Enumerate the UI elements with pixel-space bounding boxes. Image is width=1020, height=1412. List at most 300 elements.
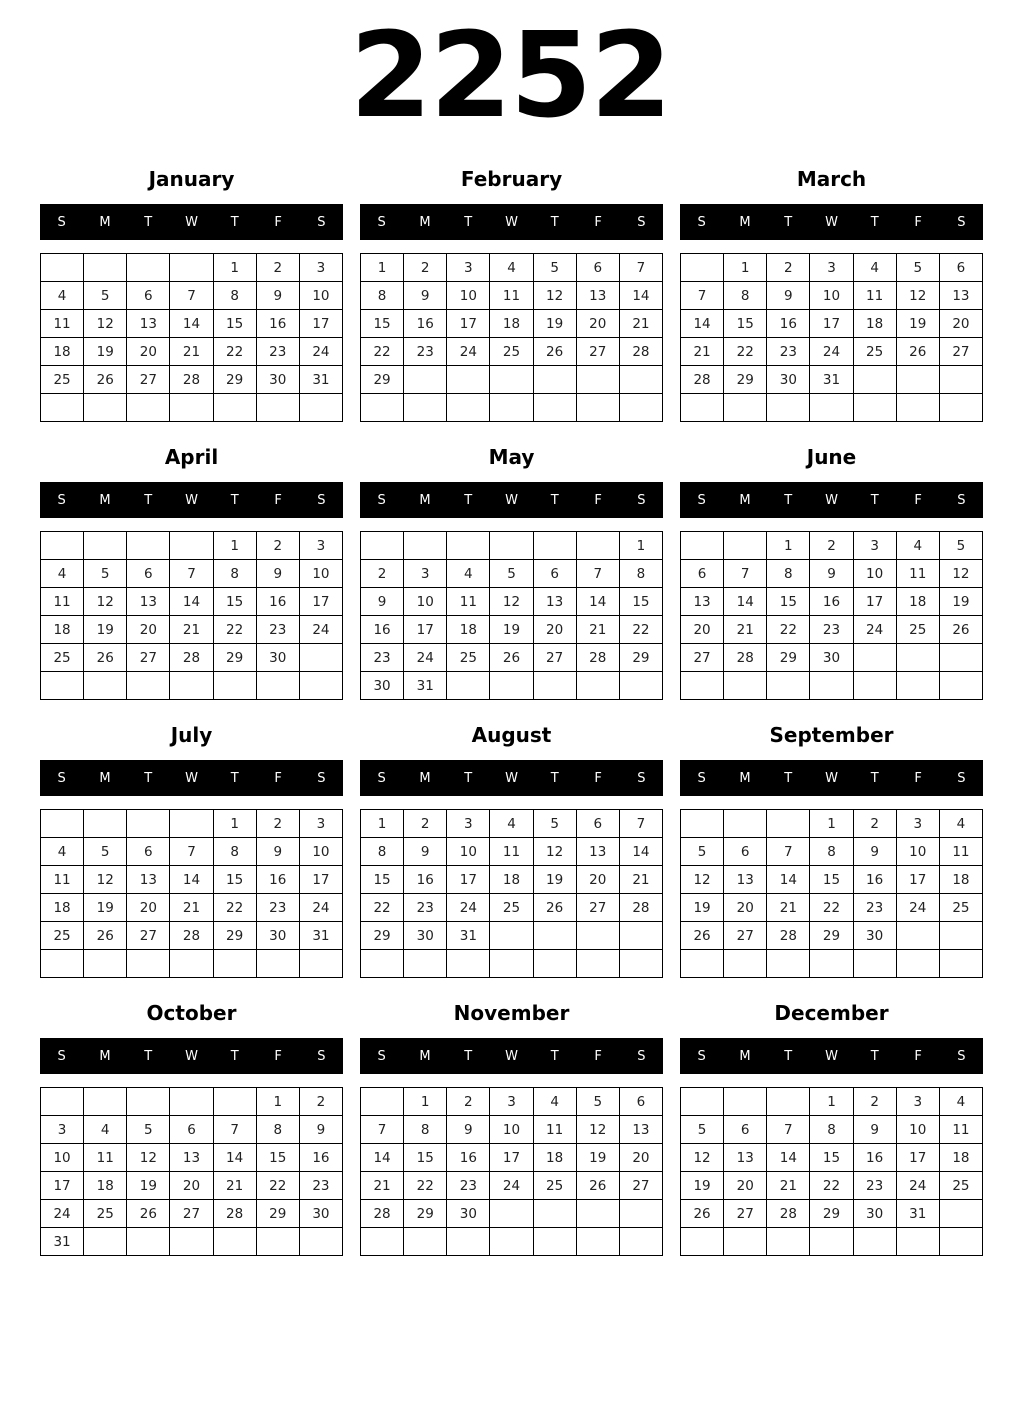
day-cell: 1 bbox=[213, 254, 256, 282]
week-row bbox=[41, 644, 343, 672]
weekday-label: M bbox=[99, 214, 111, 230]
day-cell: 12 bbox=[84, 310, 127, 338]
empty-day-cell bbox=[767, 672, 810, 700]
week-row bbox=[681, 922, 983, 950]
day-cell: 7 bbox=[767, 1116, 810, 1144]
empty-day-cell bbox=[213, 672, 256, 700]
week-row bbox=[361, 894, 663, 922]
day-cell: 10 bbox=[299, 838, 342, 866]
weekday-label: S bbox=[957, 214, 966, 230]
day-cell: 12 bbox=[127, 1144, 170, 1172]
day-cell: 31 bbox=[299, 922, 342, 950]
empty-day-cell bbox=[896, 922, 939, 950]
day-cell: 7 bbox=[170, 560, 213, 588]
empty-day-cell bbox=[576, 1228, 619, 1256]
day-cell: 1 bbox=[361, 254, 404, 282]
day-cell: 16 bbox=[256, 866, 299, 894]
day-cell: 17 bbox=[810, 310, 853, 338]
weekday-label: W bbox=[825, 214, 838, 230]
empty-day-cell bbox=[681, 532, 724, 560]
day-cell: 28 bbox=[619, 894, 662, 922]
weekday-label: T bbox=[870, 214, 879, 230]
empty-day-cell bbox=[361, 394, 404, 422]
day-cell: 26 bbox=[681, 1200, 724, 1228]
empty-day-cell bbox=[939, 950, 982, 978]
week-row bbox=[41, 1228, 343, 1256]
weekday-label: S bbox=[57, 492, 66, 508]
day-cell: 30 bbox=[404, 922, 447, 950]
day-cell: 24 bbox=[810, 338, 853, 366]
empty-day-cell bbox=[810, 394, 853, 422]
empty-day-cell bbox=[404, 366, 447, 394]
weekday-label: S bbox=[57, 1048, 66, 1064]
empty-day-cell bbox=[41, 810, 84, 838]
week-row bbox=[41, 1088, 343, 1116]
weekday-header-row bbox=[360, 1038, 663, 1074]
empty-day-cell bbox=[767, 394, 810, 422]
day-cell: 17 bbox=[896, 1144, 939, 1172]
day-cell: 29 bbox=[361, 366, 404, 394]
month-january bbox=[40, 168, 343, 446]
day-cell: 3 bbox=[896, 1088, 939, 1116]
empty-day-cell bbox=[896, 644, 939, 672]
day-cell: 9 bbox=[256, 838, 299, 866]
day-cell: 18 bbox=[896, 588, 939, 616]
day-cell: 20 bbox=[127, 894, 170, 922]
weekday-label: F bbox=[274, 1048, 282, 1064]
weekday-label: T bbox=[230, 770, 239, 786]
week-row bbox=[41, 338, 343, 366]
day-cell: 29 bbox=[361, 922, 404, 950]
weekday-label: M bbox=[739, 214, 751, 230]
day-cell: 7 bbox=[724, 560, 767, 588]
day-cell: 16 bbox=[767, 310, 810, 338]
day-cell: 18 bbox=[41, 616, 84, 644]
empty-day-cell bbox=[490, 672, 533, 700]
weekday-label: T bbox=[550, 1048, 559, 1064]
week-row bbox=[681, 644, 983, 672]
day-cell: 20 bbox=[170, 1172, 213, 1200]
day-cell: 14 bbox=[724, 588, 767, 616]
day-cell: 27 bbox=[533, 644, 576, 672]
day-cell: 4 bbox=[853, 254, 896, 282]
day-cell: 24 bbox=[896, 894, 939, 922]
day-cell: 13 bbox=[170, 1144, 213, 1172]
empty-day-cell bbox=[896, 366, 939, 394]
empty-day-cell bbox=[361, 1088, 404, 1116]
day-cell: 9 bbox=[447, 1116, 490, 1144]
weekday-label: F bbox=[274, 214, 282, 230]
week-row bbox=[41, 866, 343, 894]
empty-day-cell bbox=[681, 1088, 724, 1116]
month-title: May bbox=[488, 445, 535, 469]
week-row bbox=[681, 1228, 983, 1256]
day-cell: 20 bbox=[619, 1144, 662, 1172]
empty-day-cell bbox=[404, 532, 447, 560]
empty-day-cell bbox=[619, 1200, 662, 1228]
empty-day-cell bbox=[724, 532, 767, 560]
day-cell: 10 bbox=[447, 838, 490, 866]
day-cell: 1 bbox=[810, 1088, 853, 1116]
day-cell: 19 bbox=[84, 616, 127, 644]
day-cell: 25 bbox=[84, 1200, 127, 1228]
day-cell: 17 bbox=[41, 1172, 84, 1200]
empty-day-cell bbox=[681, 254, 724, 282]
empty-day-cell bbox=[213, 394, 256, 422]
week-row bbox=[361, 644, 663, 672]
day-cell: 13 bbox=[576, 282, 619, 310]
weekday-label: T bbox=[784, 770, 793, 786]
week-row bbox=[41, 810, 343, 838]
day-cell: 8 bbox=[767, 560, 810, 588]
empty-day-cell bbox=[576, 532, 619, 560]
day-cell: 29 bbox=[767, 644, 810, 672]
week-row bbox=[41, 950, 343, 978]
day-cell: 15 bbox=[810, 866, 853, 894]
day-cell: 2 bbox=[853, 810, 896, 838]
day-cell: 18 bbox=[533, 1144, 576, 1172]
empty-day-cell bbox=[576, 950, 619, 978]
day-cell: 7 bbox=[361, 1116, 404, 1144]
week-row bbox=[681, 560, 983, 588]
day-cell: 12 bbox=[84, 866, 127, 894]
weekday-label: M bbox=[99, 492, 111, 508]
day-cell: 29 bbox=[724, 366, 767, 394]
empty-day-cell bbox=[127, 532, 170, 560]
day-cell: 9 bbox=[853, 1116, 896, 1144]
empty-day-cell bbox=[724, 1228, 767, 1256]
week-row bbox=[361, 588, 663, 616]
day-cell: 19 bbox=[939, 588, 982, 616]
day-cell: 19 bbox=[681, 1172, 724, 1200]
day-cell: 26 bbox=[939, 616, 982, 644]
day-cell: 21 bbox=[619, 310, 662, 338]
empty-day-cell bbox=[299, 644, 342, 672]
week-row bbox=[361, 282, 663, 310]
weekday-label: M bbox=[99, 770, 111, 786]
empty-day-cell bbox=[576, 394, 619, 422]
day-cell: 3 bbox=[447, 254, 490, 282]
day-cell: 27 bbox=[681, 644, 724, 672]
empty-day-cell bbox=[490, 1200, 533, 1228]
day-cell: 31 bbox=[896, 1200, 939, 1228]
day-cell: 5 bbox=[533, 810, 576, 838]
day-cell: 2 bbox=[810, 532, 853, 560]
month-july bbox=[40, 724, 343, 1002]
day-cell: 13 bbox=[127, 310, 170, 338]
day-cell: 30 bbox=[361, 672, 404, 700]
week-row bbox=[681, 1172, 983, 1200]
weekday-label: W bbox=[185, 492, 198, 508]
empty-day-cell bbox=[170, 394, 213, 422]
day-cell: 18 bbox=[41, 338, 84, 366]
day-cell: 24 bbox=[896, 1172, 939, 1200]
day-cell: 27 bbox=[724, 1200, 767, 1228]
days-grid bbox=[680, 253, 983, 422]
day-cell: 16 bbox=[810, 588, 853, 616]
empty-day-cell bbox=[256, 394, 299, 422]
week-row bbox=[41, 254, 343, 282]
day-cell: 22 bbox=[213, 894, 256, 922]
empty-day-cell bbox=[256, 950, 299, 978]
weekday-label: W bbox=[505, 1048, 518, 1064]
weekday-label: S bbox=[317, 1048, 326, 1064]
weekday-header-row bbox=[40, 204, 343, 240]
day-cell: 26 bbox=[896, 338, 939, 366]
month-title: January bbox=[148, 167, 235, 191]
weekday-label: T bbox=[870, 770, 879, 786]
empty-day-cell bbox=[533, 1200, 576, 1228]
day-cell: 5 bbox=[576, 1088, 619, 1116]
week-row bbox=[41, 588, 343, 616]
day-cell: 10 bbox=[896, 838, 939, 866]
day-cell: 7 bbox=[170, 838, 213, 866]
week-row bbox=[361, 950, 663, 978]
empty-day-cell bbox=[853, 672, 896, 700]
day-cell: 28 bbox=[361, 1200, 404, 1228]
empty-day-cell bbox=[853, 950, 896, 978]
day-cell: 12 bbox=[939, 560, 982, 588]
month-title: July bbox=[170, 723, 213, 747]
empty-day-cell bbox=[939, 1200, 982, 1228]
day-cell: 19 bbox=[533, 310, 576, 338]
empty-day-cell bbox=[84, 254, 127, 282]
day-cell: 5 bbox=[84, 560, 127, 588]
week-row bbox=[41, 838, 343, 866]
day-cell: 20 bbox=[533, 616, 576, 644]
weekday-label: T bbox=[144, 1048, 153, 1064]
day-cell: 10 bbox=[299, 282, 342, 310]
day-cell: 29 bbox=[213, 366, 256, 394]
day-cell: 9 bbox=[404, 282, 447, 310]
day-cell: 17 bbox=[896, 866, 939, 894]
day-cell: 9 bbox=[810, 560, 853, 588]
weekday-label: S bbox=[697, 1048, 706, 1064]
day-cell: 28 bbox=[767, 1200, 810, 1228]
weekday-label: S bbox=[377, 1048, 386, 1064]
empty-day-cell bbox=[853, 366, 896, 394]
weekday-label: W bbox=[505, 492, 518, 508]
weekday-label: S bbox=[377, 770, 386, 786]
empty-day-cell bbox=[490, 922, 533, 950]
empty-day-cell bbox=[170, 532, 213, 560]
empty-day-cell bbox=[490, 394, 533, 422]
month-august bbox=[360, 724, 663, 1002]
month-october bbox=[40, 1002, 343, 1280]
empty-day-cell bbox=[939, 672, 982, 700]
day-cell: 14 bbox=[619, 838, 662, 866]
week-row bbox=[681, 282, 983, 310]
day-cell: 4 bbox=[41, 560, 84, 588]
day-cell: 31 bbox=[299, 366, 342, 394]
empty-day-cell bbox=[84, 1088, 127, 1116]
day-cell: 18 bbox=[84, 1172, 127, 1200]
day-cell: 13 bbox=[127, 588, 170, 616]
day-cell: 6 bbox=[127, 560, 170, 588]
day-cell: 22 bbox=[361, 338, 404, 366]
days-grid bbox=[360, 253, 663, 422]
weekday-label: T bbox=[464, 492, 473, 508]
empty-day-cell bbox=[853, 394, 896, 422]
day-cell: 16 bbox=[361, 616, 404, 644]
day-cell: 25 bbox=[853, 338, 896, 366]
week-row bbox=[361, 1144, 663, 1172]
day-cell: 11 bbox=[533, 1116, 576, 1144]
empty-day-cell bbox=[939, 922, 982, 950]
day-cell: 13 bbox=[939, 282, 982, 310]
week-row bbox=[361, 366, 663, 394]
weekday-label: S bbox=[317, 214, 326, 230]
day-cell: 7 bbox=[576, 560, 619, 588]
day-cell: 7 bbox=[619, 810, 662, 838]
day-cell: 8 bbox=[256, 1116, 299, 1144]
weekday-label: W bbox=[185, 1048, 198, 1064]
day-cell: 28 bbox=[576, 644, 619, 672]
day-cell: 28 bbox=[681, 366, 724, 394]
empty-day-cell bbox=[84, 394, 127, 422]
day-cell: 13 bbox=[681, 588, 724, 616]
empty-day-cell bbox=[767, 950, 810, 978]
day-cell: 3 bbox=[447, 810, 490, 838]
week-row bbox=[41, 366, 343, 394]
day-cell: 19 bbox=[896, 310, 939, 338]
day-cell: 23 bbox=[299, 1172, 342, 1200]
day-cell: 24 bbox=[41, 1200, 84, 1228]
weekday-label: S bbox=[637, 492, 646, 508]
day-cell: 30 bbox=[256, 922, 299, 950]
empty-day-cell bbox=[939, 394, 982, 422]
day-cell: 26 bbox=[84, 644, 127, 672]
week-row bbox=[361, 810, 663, 838]
day-cell: 15 bbox=[213, 310, 256, 338]
day-cell: 27 bbox=[576, 894, 619, 922]
weekday-label: F bbox=[914, 1048, 922, 1064]
empty-day-cell bbox=[447, 366, 490, 394]
day-cell: 16 bbox=[256, 588, 299, 616]
empty-day-cell bbox=[490, 366, 533, 394]
empty-day-cell bbox=[619, 394, 662, 422]
weekday-label: W bbox=[185, 214, 198, 230]
day-cell: 25 bbox=[490, 894, 533, 922]
day-cell: 11 bbox=[41, 588, 84, 616]
day-cell: 5 bbox=[84, 282, 127, 310]
day-cell: 13 bbox=[576, 838, 619, 866]
day-cell: 16 bbox=[447, 1144, 490, 1172]
day-cell: 25 bbox=[41, 922, 84, 950]
day-cell: 7 bbox=[681, 282, 724, 310]
day-cell: 11 bbox=[939, 1116, 982, 1144]
day-cell: 9 bbox=[299, 1116, 342, 1144]
day-cell: 4 bbox=[896, 532, 939, 560]
day-cell: 2 bbox=[256, 254, 299, 282]
weekday-label: S bbox=[957, 1048, 966, 1064]
week-row bbox=[681, 950, 983, 978]
day-cell: 4 bbox=[41, 838, 84, 866]
days-grid bbox=[680, 531, 983, 700]
empty-day-cell bbox=[299, 1228, 342, 1256]
day-cell: 4 bbox=[939, 810, 982, 838]
empty-day-cell bbox=[170, 1088, 213, 1116]
day-cell: 29 bbox=[213, 644, 256, 672]
day-cell: 25 bbox=[939, 1172, 982, 1200]
day-cell: 15 bbox=[256, 1144, 299, 1172]
month-may bbox=[360, 446, 663, 724]
day-cell: 21 bbox=[619, 866, 662, 894]
day-cell: 21 bbox=[576, 616, 619, 644]
empty-day-cell bbox=[170, 672, 213, 700]
empty-day-cell bbox=[41, 672, 84, 700]
weekday-label: T bbox=[784, 1048, 793, 1064]
empty-day-cell bbox=[533, 950, 576, 978]
empty-day-cell bbox=[299, 394, 342, 422]
day-cell: 23 bbox=[256, 894, 299, 922]
day-cell: 28 bbox=[213, 1200, 256, 1228]
day-cell: 11 bbox=[896, 560, 939, 588]
day-cell: 21 bbox=[767, 1172, 810, 1200]
week-row bbox=[41, 1200, 343, 1228]
day-cell: 5 bbox=[681, 1116, 724, 1144]
day-cell: 26 bbox=[84, 922, 127, 950]
day-cell: 2 bbox=[299, 1088, 342, 1116]
weekday-label: S bbox=[637, 1048, 646, 1064]
day-cell: 5 bbox=[84, 838, 127, 866]
day-cell: 2 bbox=[404, 810, 447, 838]
day-cell: 13 bbox=[533, 588, 576, 616]
weekday-label: F bbox=[914, 492, 922, 508]
day-cell: 5 bbox=[127, 1116, 170, 1144]
weekday-header-row bbox=[680, 204, 983, 240]
day-cell: 1 bbox=[361, 810, 404, 838]
empty-day-cell bbox=[533, 366, 576, 394]
empty-day-cell bbox=[447, 672, 490, 700]
day-cell: 23 bbox=[361, 644, 404, 672]
day-cell: 22 bbox=[404, 1172, 447, 1200]
weekday-label: M bbox=[739, 770, 751, 786]
empty-day-cell bbox=[896, 394, 939, 422]
weekday-label: T bbox=[144, 492, 153, 508]
empty-day-cell bbox=[361, 950, 404, 978]
week-row bbox=[41, 1144, 343, 1172]
day-cell: 10 bbox=[810, 282, 853, 310]
empty-day-cell bbox=[576, 1200, 619, 1228]
day-cell: 5 bbox=[681, 838, 724, 866]
weekday-label: T bbox=[550, 770, 559, 786]
weekday-label: S bbox=[957, 770, 966, 786]
day-cell: 17 bbox=[447, 866, 490, 894]
day-cell: 18 bbox=[490, 310, 533, 338]
empty-day-cell bbox=[939, 366, 982, 394]
week-row bbox=[681, 254, 983, 282]
day-cell: 21 bbox=[170, 894, 213, 922]
week-row bbox=[681, 1088, 983, 1116]
day-cell: 23 bbox=[810, 616, 853, 644]
empty-day-cell bbox=[213, 950, 256, 978]
day-cell: 11 bbox=[41, 310, 84, 338]
empty-day-cell bbox=[361, 532, 404, 560]
day-cell: 11 bbox=[490, 282, 533, 310]
empty-day-cell bbox=[619, 366, 662, 394]
day-cell: 20 bbox=[724, 894, 767, 922]
empty-day-cell bbox=[767, 810, 810, 838]
day-cell: 24 bbox=[490, 1172, 533, 1200]
day-cell: 27 bbox=[127, 644, 170, 672]
weekday-label: M bbox=[739, 1048, 751, 1064]
weekday-label: T bbox=[230, 492, 239, 508]
week-row bbox=[681, 366, 983, 394]
day-cell: 1 bbox=[213, 810, 256, 838]
day-cell: 14 bbox=[170, 866, 213, 894]
day-cell: 8 bbox=[213, 560, 256, 588]
